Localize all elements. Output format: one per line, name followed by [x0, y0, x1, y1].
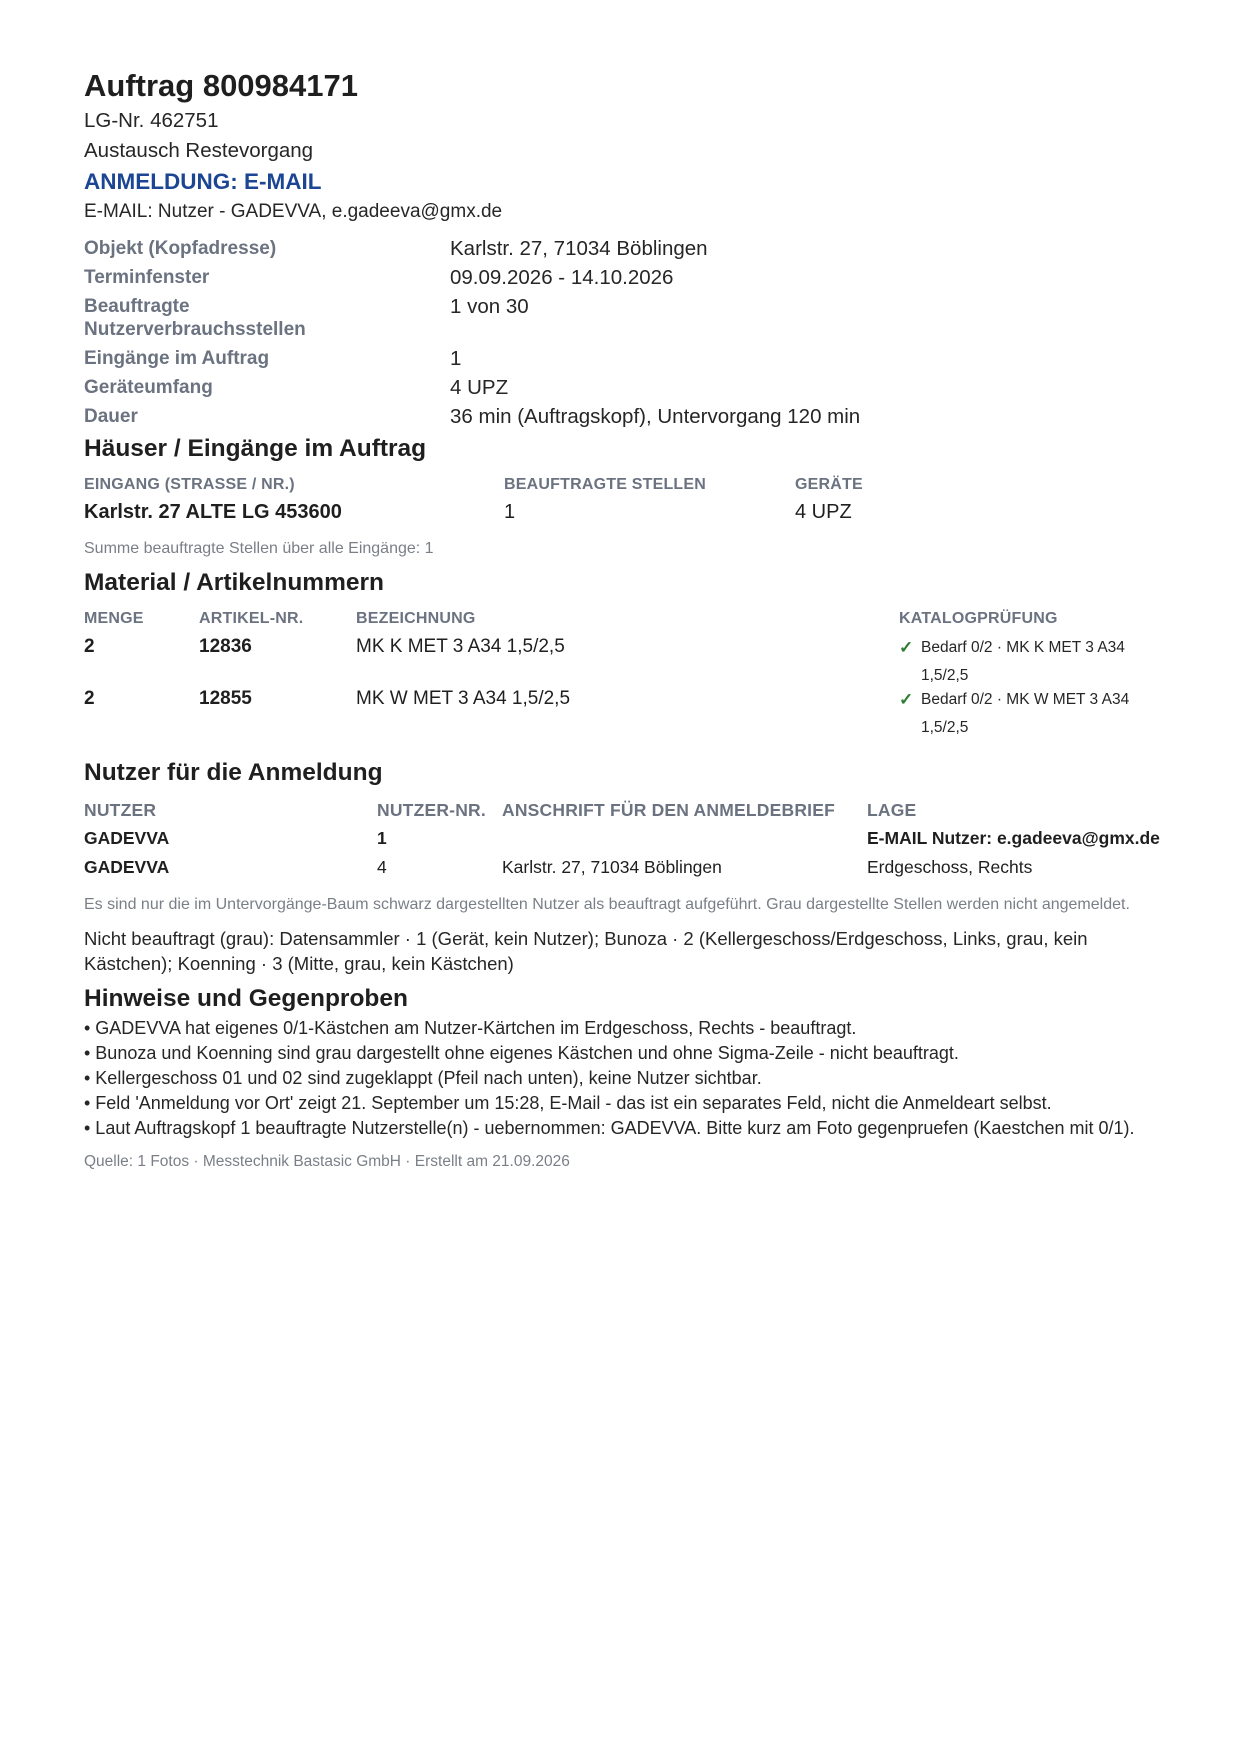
nutzer-nr-cell: 4	[377, 857, 387, 877]
material-table	[84, 610, 1164, 750]
column-header: KATALOGPRÜFUNG	[899, 610, 1058, 627]
detail-value: Karlstr. 27, 71034 Böblingen	[450, 237, 708, 260]
checkmark-icon: ✓	[899, 638, 914, 657]
list-item: • Bunoza und Koenning sind grau dargestellt ohne eigenes Kästchen und ohne Sigma-Zeile - nicht beauftragt.	[84, 1043, 959, 1063]
nutzer-nr-cell: 1	[377, 828, 387, 848]
hinweise-list	[84, 1016, 1164, 1141]
section-heading-material: Material / Artikelnummern	[84, 569, 384, 596]
section-heading-haeuser: Häuser / Eingänge im Auftrag	[84, 435, 427, 462]
column-header: LAGE	[867, 800, 917, 820]
column-header: ANSCHRIFT FÜR DEN ANMELDEBRIEF	[502, 800, 835, 820]
katalogpruefung-cell	[899, 688, 1164, 744]
detail-label: Objekt (Kopfadresse)	[84, 238, 277, 259]
menge-cell: 2	[84, 636, 95, 657]
column-header: BEZEICHNUNG	[356, 610, 476, 627]
column-header: BEAUFTRAGTE STELLEN	[504, 476, 707, 493]
column-header: EINGANG (STRASSE / NR.)	[84, 476, 295, 493]
list-item: • Feld 'Anmeldung vor Ort' zeigt 21. September um 15:28, E-Mail - das ist ein separates Feld, nicht die Anmeldeart selbst.	[84, 1093, 1052, 1113]
pruefung-line: ✓ Bedarf 0/2 · MK K MET 3 A34	[899, 636, 1164, 660]
anmeldung-type: ANMELDUNG: E-MAIL	[84, 169, 322, 194]
column-header: ARTIKEL-NR.	[199, 610, 304, 627]
email-contact-line: E-MAIL: Nutzer - GADEVVA, e.gadeeva@gmx.de	[84, 201, 503, 222]
detail-label: Dauer	[84, 406, 138, 427]
pruefung-line: 1,5/2,5	[921, 719, 969, 736]
list-item: • Laut Auftragskopf 1 beauftragte Nutzerstelle(n) - uebernommen: GADEVVA. Bitte kurz am Foto gegenpruefen (Kaestchen mit 0/1).	[84, 1118, 1135, 1138]
anschrift-cell: Karlstr. 27, 71034 Böblingen	[502, 857, 722, 877]
katalogpruefung-cell	[899, 636, 1164, 692]
summe-note: Summe beauftragte Stellen über alle Eingänge: 1	[84, 540, 434, 557]
detail-label: Beauftragte Nutzerverbrauchsstellen	[84, 296, 306, 340]
column-header: GERÄTE	[795, 476, 863, 493]
detail-label: Terminfenster	[84, 267, 210, 288]
section-heading-hinweise: Hinweise und Gegenproben	[84, 985, 408, 1012]
column-header: NUTZER	[84, 800, 157, 820]
detail-value: 4 UPZ	[450, 376, 509, 399]
detail-row	[84, 295, 1164, 341]
detail-row	[84, 237, 1164, 260]
detail-row	[84, 405, 1164, 428]
lage-cell: E-MAIL Nutzer: e.gadeeva@gmx.de	[867, 828, 1160, 848]
geraete-cell: 4 UPZ	[795, 501, 852, 523]
column-header: MENGE	[84, 610, 144, 627]
nutzer-note: Es sind nur die im Untervorgänge-Baum schwarz dargestellten Nutzer als beauftragt aufgeführt. Grau dargestellte Stellen werden nicht angemeldet.	[84, 896, 1130, 913]
column-header: NUTZER-NR.	[377, 800, 486, 820]
page-title: Auftrag 800984171	[84, 68, 358, 103]
detail-row	[84, 376, 1164, 399]
detail-value: 1	[450, 347, 462, 370]
detail-value: 36 min (Auftragskopf), Untervorgang 120 min	[450, 405, 861, 428]
nutzer-cell: GADEVVA	[84, 857, 170, 877]
haeuser-table	[84, 476, 1164, 540]
footer-source: Quelle: 1 Fotos · Messtechnik Bastasic GmbH · Erstellt am 21.09.2026	[84, 1153, 570, 1170]
bezeichnung-cell: MK W MET 3 A34 1,5/2,5	[356, 688, 571, 709]
detail-label: Eingänge im Auftrag	[84, 348, 270, 369]
nutzer-cell: GADEVVA	[84, 828, 170, 848]
list-item: • GADEVVA hat eigenes 0/1-Kästchen am Nutzer-Kärtchen im Erdgeschoss, Rechts - beauftragt.	[84, 1018, 857, 1038]
checkmark-icon: ✓	[899, 690, 914, 709]
menge-cell: 2	[84, 688, 95, 709]
list-item: • Kellergeschoss 01 und 02 sind zugeklappt (Pfeil nach unten), keine Nutzer sichtbar.	[84, 1068, 762, 1088]
stellen-cell: 1	[504, 501, 516, 523]
section-heading-nutzer: Nutzer für die Anmeldung	[84, 759, 383, 786]
pruefung-line: ✓ Bedarf 0/2 · MK W MET 3 A34	[899, 688, 1164, 712]
document-page	[84, 68, 1164, 1171]
order-details	[84, 237, 1164, 428]
bezeichnung-cell: MK K MET 3 A34 1,5/2,5	[356, 636, 565, 657]
detail-row	[84, 266, 1164, 289]
lage-cell: Erdgeschoss, Rechts	[867, 857, 1033, 877]
nutzer-table	[84, 800, 1164, 892]
artikel-cell: 12855	[199, 688, 252, 709]
detail-label: Geräteumfang	[84, 377, 213, 398]
nicht-beauftragt-text: Nicht beauftragt (grau): Datensammler · 1 (Gerät, kein Nutzer); Bunoza · 2 (Kellergeschoss/Erdgeschoss, Links, grau, kein Kästchen); Koenning · 3 (Mitte, grau, kein Kästchen)	[84, 928, 1088, 974]
pruefung-line: 1,5/2,5	[921, 667, 969, 684]
vorgang-type: Austausch Restevorgang	[84, 139, 314, 162]
detail-value: 1 von 30	[450, 295, 529, 318]
artikel-cell: 12836	[199, 636, 252, 657]
detail-row	[84, 347, 1164, 370]
eingang-cell: Karlstr. 27 ALTE LG 453600	[84, 501, 342, 523]
lg-number: LG-Nr. 462751	[84, 109, 219, 132]
detail-value: 09.09.2026 - 14.10.2026	[450, 266, 674, 289]
